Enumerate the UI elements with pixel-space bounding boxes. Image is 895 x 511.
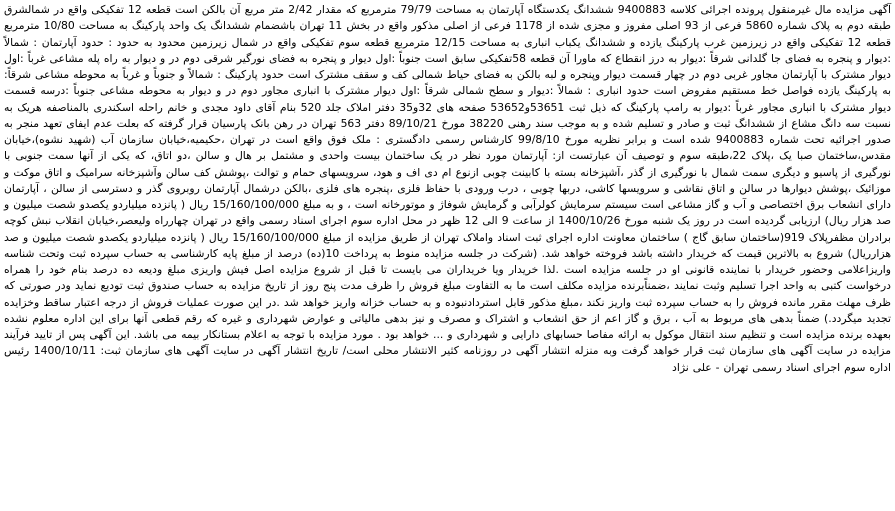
auction-notice-text: آگهی مزایده مال غیرمنقول پرونده اجرائی کلاسه 9400883 ششدانگ یکدستگاه آپارتمان به مساحت 79/79 مترمربع که مقدار 2/42 متر مربع آن بالکن است قطعه 12 تفکیکی واقع در شمالشرق طبقه دوم به پلاک شماره 5860 فرعی از 93 اصلی مفروز و مجزی شده از 1178 فرعی از اصلی مذکور واقع در بخش 11 تهران باشضمام ششدانگ یک واحد پارکینگ به مساحت 10/80 مترمربع قطعه 12 تفکیکی واقع در زیرزمین غرب پارکینگ یازده و ششدانگ یکباب انباری به مساحت 12/15 مترمربع قطعه سوم تفکیکی واقع در شمال زیرزمین محدود به حدود : حدود آپارتمان : شمالاً :دیوار و پنجره به فضای جا گلدانی شرقاً :دیوار به درز انقطاع که ماورا آن قطعه 58تفکیکی سابق است جنوباً :اول دیوار و پنجره به فضای نورگیر شرقی دوم در و دیوار به راه پله مشاعی غرباً :اول دیوار مشترک با آپارتمان مجاور غربی دوم در چهار قسمت دیوار وپنجره و لبه بالکن به فضای حیاط شمالی کف و سقف مشترک است حدود پارکینگ : شمالاً و جنوباً و غرباً به محوطه مشاعی شرقاً: به پارکینگ یازده فواصل خط مستقیم مفروض است حدود انباری : شمالاً :دیوار و سطح شمالی شرقاً :اول دیوار مشترک با انباری مجاور دوم در و دیوار به محوطه مشاعی جنوباً :درسه قسمت دیوار مشترک با انباری مجاور غرباً :دیوار به رامپ پارکینگ که ذیل ثبت 53651و53652 صفحه های 32و35 دفتر املاک جلد 520 بنام آقای داود مجدی و خانم راحله اسکندری بالمناصفه هریک به نسبت سه دانگ مشاع از ششدانگ ثبت و صادر و تسلیم شده و به موجب سند رهنی 38220 مورخ 89/10/21 دفتر 563 تهران در رهن بانک پارسیان قرار گرفته که بعلت عدم ایفای تعهد منجر به صدور اجرائیه تحت شماره 9400883 شده است و برابر نظریه مورخ 99/8/10 کارشناس رسمی دادگستری : ملک فوق واقع است در تهران ،حکیمیه،خیابان سازمان آب (شهید نشوه)،خیابان مقدس،ساختمان صبا یک ،پلاک 22،طبقه سوم و توصیف آن عبارتست از: آپارتمان مورد نظر در یک ساختمان بیست واحدی و مشتمل بر هال و سالن ،دو اتاق، که یکی از آنها سمت جنوبی با نورگیری از پاسیو و دیگری سمت شمال با نورگیری از گذر ،آشپزخانه بسته با کابینت چوبی ازنوع ام دی اف و هود، سرویسهای حمام و توالت ،پوشش کف سالن وآشپزخانه سرامیک و اتاق موکت و موزائیک ،پوشش دیوارها در سالن و اتاق نقاشی و سرویسها کاشی، دربها چوبی ، درب ورودی با حفاظ فلزی ،پنجره های فلزی ،بالکن درشمال آپارتمان روبروی گذر و دسترسی از سالن ، آپارتمان دارای انشعاب برق اختصاصی و آب و گاز مشاعی است سیستم سرمایش کولرآبی و گرمایش شوفاژ و موتورخانه است ، و به مبلغ 15/160/100/000 ریال ( پانزده میلیاردو یکصدو شصت میلیون و صد هزار ریال) ارزیابی گردیده است در روز یک شنبه مورخ 1400/10/26 از ساعت 9 الی 12 ظهر در محل اداره سوم اجرای اسناد رسمی واقع در تهران چهارراه ولیعصر،خیابان انقلاب نبش کوچه برادران مظفرپلاک 919(ساختمان سابق گاج ) ساختمان معاونت اداره اجرای ثبت اسناد واملاک تهران از طریق مزایده از مبلغ 15/160/100/000 ریال ( پانزده میلیاردو یکصدو شصت میلیون و صد هزارریال) شروع به بالاترین قیمت که خریدار داشته باشد فروخته خواهد شد. (شرکت در جلسه مزایده منوط به پرداخت 10(ده) درصد از مبلغ پایه کارشناسی به حساب سپرده ثبت وتحت شناسه واریزاعلامی وحضور خریدار با نماینده قانونی او در جلسه مزایده است .لذا خریدار ویا خریداران می بایست تا قبل از شروع مزایده اصل فیش واریزی مبلغ ودیعه ده درصد بنام خود را همراه درخواست کتبی به واحد اجرا تسلیم وثبت نمایند ،ضمناًبرنده مزایده مکلف است ما به التفاوت مبلغ فروش را ظرف مدت پنج روز از تاریخ مزایده به حساب صندوق ثبت تودیع نماید ودر صورتی که ظرف مهلت مقرر مانده فروش را به حساب سپرده ثبت واریز نکند ،مبلغ مذکور قابل استردادنبوده و به حساب خزانه واریز خواهد شد .در این صورت عملیات فروش از درجه اعتبار ساقط وخزایده تجدید میگردد.) ضمناً بدهی های مربوط به آب ، برق و گاز اعم از حق انشعاب و اشتراک و مصرف و نیز بدهی مالیاتی و عوارض شهرداری و غیره که رقم قطعی آنها برای این اداره معلوم نشده بعهده برنده مزایده است و تنظیم سند انتقال موکول به ارائه مفاصا حسابهای دارایی و شهرداری و ... خواهد بود . مورد مزایده با توجه به اعلام بستانکار بیمه می باشد. این آگهی پس از تایید فرآیند مزایده در سایت آگهی های سازمان ثبت قرار خواهد گرفت وبه منزله انتشار آگهی در روزنامه کثیر الانتشار محلی است/ تاریخ انتشار آگهی در سایت آگهی های سازمان ثبت: 1400/10/11 رئیس اداره سوم اجرای اسناد رسمی تهران - علی نژاد [4, 3, 892, 374]
